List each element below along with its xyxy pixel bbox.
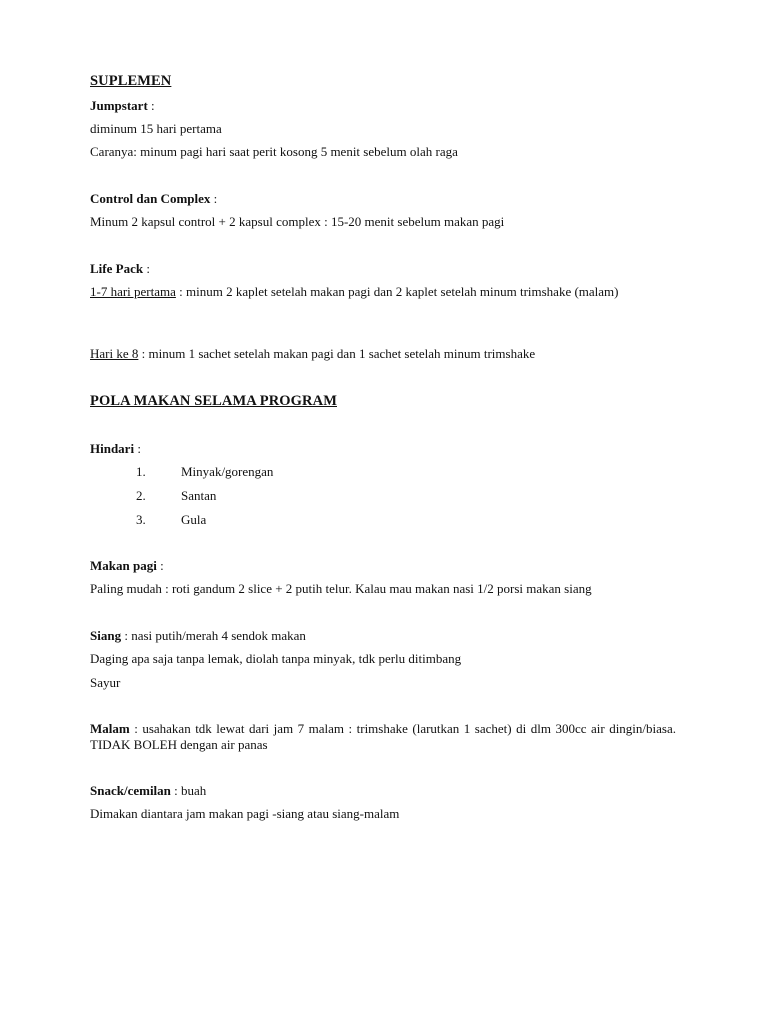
life-pack-days-1-7-label: 1-7 hari pertama: [90, 284, 176, 299]
suplemen-heading: SUPLEMEN: [90, 73, 172, 89]
snack-text: : buah: [170, 783, 207, 798]
hindari-item-3-number: 3.: [136, 512, 146, 527]
malam-text: : usahakan tdk lewat dari jam 7 malam : trimshake (larutkan 1 sachet) di dlm 300cc air dingin/biasa. TIDAK BOLEH dengan air panas: [90, 721, 676, 752]
hindari-item-2-text: Santan: [181, 488, 217, 503]
hindari-item-3-text: Gula: [181, 512, 207, 527]
life-pack-day-8-text: : minum 1 sachet setelah makan pagi dan 1 sachet setelah minum trimshake: [138, 346, 536, 361]
control-complex-suffix: :: [210, 191, 218, 206]
jumpstart-suffix: :: [147, 98, 155, 113]
pola-makan-heading: POLA MAKAN SELAMA PROGRAM: [90, 393, 337, 409]
jumpstart-label-line: [90, 98, 155, 114]
jumpstart-line-2: Caranya: minum pagi hari saat perit kosong 5 menit sebelum olah raga: [90, 144, 458, 159]
siang-line-3: Sayur: [90, 675, 121, 690]
snack-line-2: Dimakan diantara jam makan pagi -siang atau siang-malam: [90, 806, 400, 821]
hindari-label: Hindari: [90, 441, 135, 456]
siang-line-2: Daging apa saja tanpa lemak, diolah tanpa minyak, tdk perlu ditimbang: [90, 651, 462, 666]
snack-line-1: [90, 783, 206, 799]
life-pack-day-8-label: Hari ke 8: [90, 346, 139, 361]
siang-text: : nasi putih/merah 4 sendok makan: [121, 628, 306, 643]
makan-pagi-line-1: Paling mudah : roti gandum 2 slice + 2 putih telur. Kalau mau makan nasi 1/2 porsi makan siang: [90, 581, 592, 596]
control-complex-label-line: [90, 191, 217, 207]
makan-pagi-label-line: [90, 558, 164, 574]
life-pack-days-1-7-text: : minum 2 kaplet setelah makan pagi dan 2 kaplet setelah minum trimshake (malam): [175, 284, 619, 299]
jumpstart-label: Jumpstart: [90, 98, 148, 113]
hindari-suffix: :: [134, 441, 141, 456]
hindari-item-1-text: Minyak/gorengan: [181, 464, 274, 479]
hindari-label-line: [90, 441, 141, 457]
malam-paragraph: [90, 721, 676, 753]
siang-label: Siang: [90, 628, 122, 643]
life-pack-suffix: :: [143, 261, 150, 276]
jumpstart-line-1: diminum 15 hari pertama: [90, 121, 222, 136]
control-complex-line-1: Minum 2 kapsul control + 2 kapsul complex : 15-20 menit sebelum makan pagi: [90, 214, 505, 229]
hindari-item-1-number: 1.: [136, 464, 146, 479]
makan-pagi-label: Makan pagi: [90, 558, 157, 573]
life-pack-days-1-7: [90, 284, 676, 300]
control-complex-label: Control dan Complex: [90, 191, 211, 206]
malam-label: Malam: [90, 721, 130, 736]
snack-label: Snack/cemilan: [90, 783, 171, 798]
life-pack-day-8: [90, 346, 535, 362]
hindari-item-2-number: 2.: [136, 488, 146, 503]
life-pack-label-line: [90, 261, 150, 277]
siang-line-1: [90, 628, 306, 644]
life-pack-label: Life Pack: [90, 261, 144, 276]
makan-pagi-suffix: :: [156, 558, 164, 573]
